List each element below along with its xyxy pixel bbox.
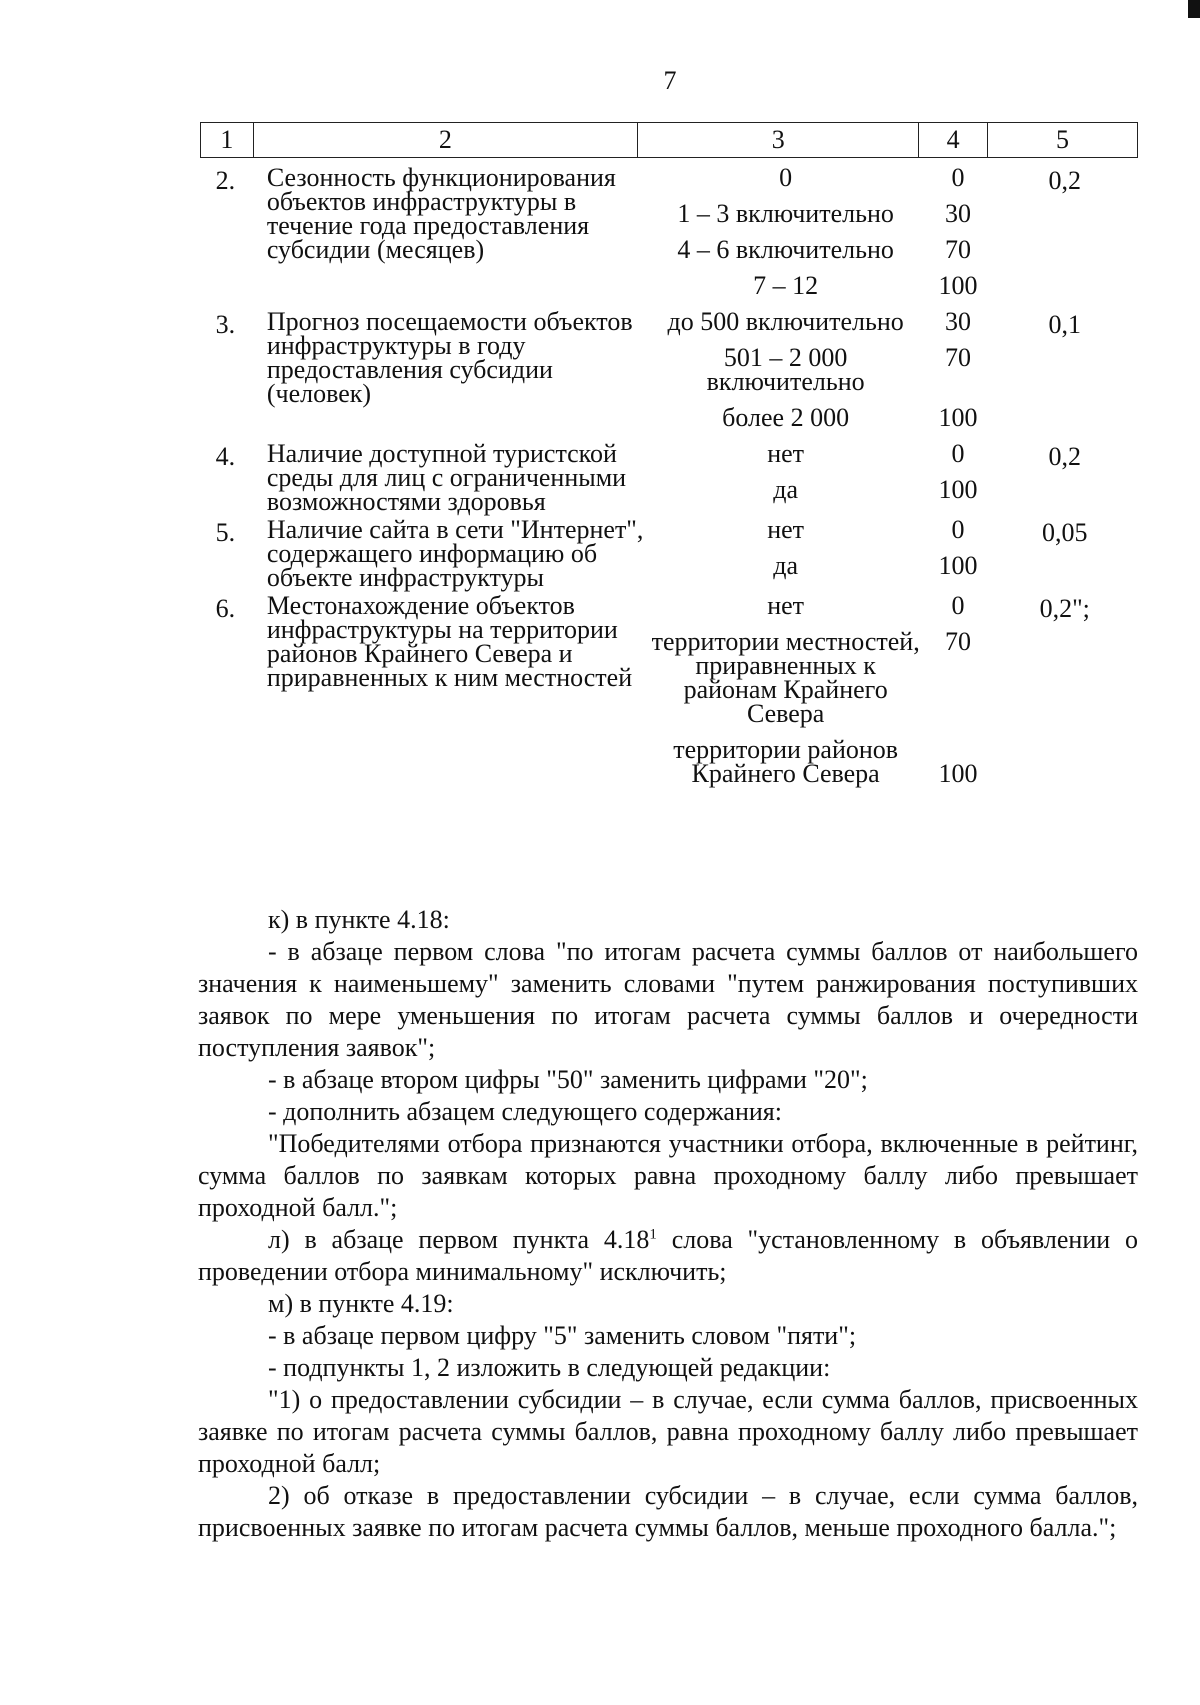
weight-value: 0,1 [1048, 310, 1081, 339]
value-option: да [773, 551, 799, 580]
score-list [925, 590, 992, 794]
score-list [925, 438, 992, 514]
table-row [200, 162, 1138, 306]
value-option: территории районов Крайнего Севера [673, 735, 899, 788]
score-value: 70 [945, 627, 971, 656]
paragraph: к) в пункте 4.18: [268, 905, 450, 934]
criterion-text: Прогноз посещаемости объектов инфраструктуры в году предоставления субсидии (человек) [266, 307, 633, 408]
weight-value: 0,2 [1048, 442, 1081, 471]
value-option: более 2 000 [722, 403, 850, 432]
value-option: 1 – 3 включительно [677, 199, 894, 228]
scan-corner-mark [1188, 0, 1200, 18]
value-option: 4 – 6 включительно [677, 235, 894, 264]
score-value: 100 [938, 475, 978, 504]
weight-value: 0,05 [1041, 518, 1088, 547]
score-value: 0 [951, 591, 965, 620]
value-list [647, 306, 925, 438]
column-header-5: 5 [987, 123, 1137, 158]
column-header-table [200, 122, 1138, 158]
paragraph: - в абзаце первом слова "по итогам расчета суммы баллов от наибольшего значения к наименьшему" заменить словами "путем ранжирования поступивших заявок по мере уменьшения по итогам расчета суммы баллов и очередности поступления заявок"; [198, 937, 1138, 1062]
paragraph: "1) о предоставлении субсидии – в случае, если сумма баллов, присвоенных заявке по итогам расчета суммы баллов, равна проходному баллу либо превышает проходной балл; [198, 1385, 1138, 1478]
score-list [925, 162, 992, 306]
paragraph: - в абзаце первом цифру "5" заменить словом "пяти"; [268, 1321, 857, 1350]
score-value: 100 [938, 759, 978, 788]
value-option: 501 – 2 000 включительно [706, 343, 865, 396]
score-list [925, 514, 992, 590]
value-option: да [773, 475, 799, 504]
score-value: 70 [945, 235, 971, 264]
row-number: 6. [215, 594, 236, 623]
row-number: 5. [215, 518, 236, 547]
value-list [647, 590, 925, 794]
score-value: 0 [951, 439, 965, 468]
weight-value: 0,2"; [1039, 594, 1090, 623]
score-value: 70 [945, 343, 971, 372]
column-header-3: 3 [638, 123, 919, 158]
paragraph: - дополнить абзацем следующего содержания: [268, 1097, 782, 1126]
paragraph-text: л) в абзаце первом пункта 4.18 [268, 1225, 650, 1254]
paragraph-text: слова "установленному в объявлении о проведении отбора минимальному" исключить; [198, 1225, 1139, 1286]
weight-value: 0,2 [1048, 166, 1081, 195]
superscript: 1 [649, 1226, 657, 1243]
value-list [647, 514, 925, 590]
score-value: 100 [938, 551, 978, 580]
score-value: 100 [938, 403, 978, 432]
table-row [200, 306, 1138, 438]
paragraph: - подпункты 1, 2 изложить в следующей редакции: [268, 1353, 831, 1382]
row-number: 3. [215, 310, 236, 339]
row-number: 4. [215, 442, 236, 471]
score-value: 30 [945, 199, 971, 228]
value-option: нет [767, 591, 805, 620]
score-value: 30 [945, 307, 971, 336]
paragraph [198, 1224, 1138, 1288]
criterion-text: Местонахождение объектов инфраструктуры на территории районов Крайнего Севера и приравненных к ним местностей [266, 591, 633, 692]
page-number: 7 [663, 66, 677, 95]
paragraph: "Победителями отбора признаются участники отбора, включенные в рейтинг, сумма баллов по заявкам которых равна проходному баллу либо превышает проходной балл."; [198, 1129, 1138, 1222]
paragraph: - в абзаце втором цифры "50" заменить цифрами "20"; [268, 1065, 868, 1094]
column-header-2: 2 [253, 123, 637, 158]
score-list [925, 306, 992, 438]
paragraph: 2) об отказе в предоставлении субсидии – в случае, если сумма баллов, присвоенных заявке по итогам расчета суммы баллов, меньше проходного балла."; [198, 1481, 1138, 1542]
score-value: 100 [938, 271, 978, 300]
criterion-text: Наличие доступной туристской среды для лиц с ограниченными возможностями здоровья [266, 439, 627, 516]
column-header-4: 4 [919, 123, 988, 158]
paragraph: м) в пункте 4.19: [268, 1289, 454, 1318]
criterion-text: Сезонность функционирования объектов инфраструктуры в течение года предоставления субсидии (месяцев) [266, 163, 616, 264]
row-number: 2. [215, 166, 236, 195]
column-header-1: 1 [201, 123, 254, 158]
amendment-text [198, 904, 1138, 1544]
value-list [647, 162, 925, 306]
value-option: нет [767, 439, 805, 468]
value-option: до 500 включительно [667, 307, 904, 336]
criteria-table [200, 162, 1138, 794]
criterion-text: Наличие сайта в сети "Интернет", содержащего информацию об объекте инфраструктуры [266, 515, 644, 592]
score-value: 0 [951, 163, 965, 192]
value-option: территории местностей, приравненных к районам Крайнего Севера [651, 627, 920, 728]
table-row [200, 514, 1138, 590]
score-value: 0 [951, 515, 965, 544]
value-option: нет [767, 515, 805, 544]
value-option: 0 [779, 163, 793, 192]
table-row [200, 438, 1138, 514]
table-row [200, 590, 1138, 794]
value-option: 7 – 12 [753, 271, 819, 300]
value-list [647, 438, 925, 514]
